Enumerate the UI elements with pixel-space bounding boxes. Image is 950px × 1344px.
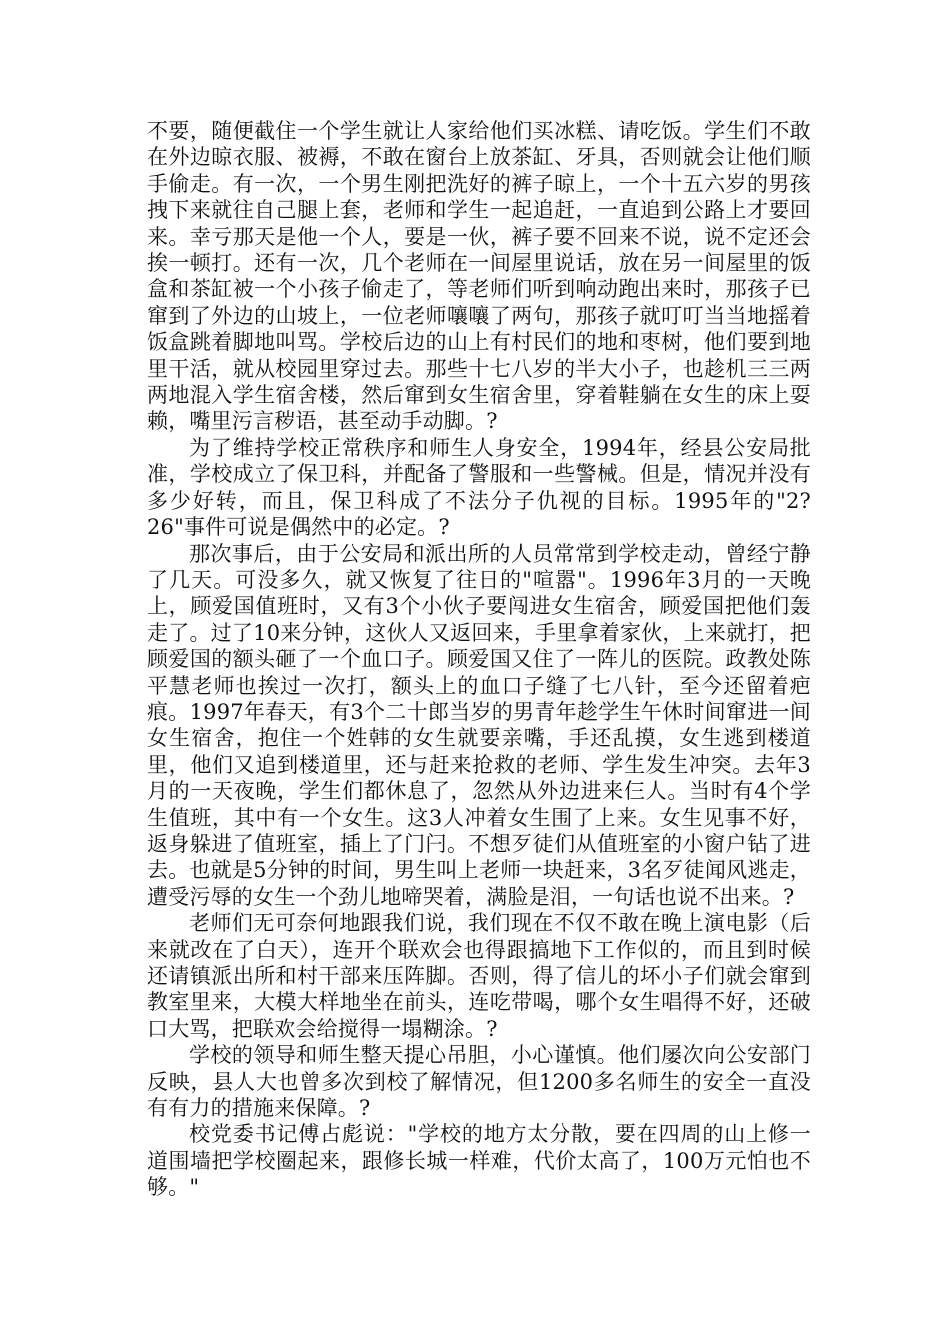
paragraph-3: 那次事后，由于公安局和派出所的人员常常到学校走动，曾经宁静了几天。可没多久，就又恢复了往日的"喧嚣"。1996年3月的一天晚上，顾爱国值班时，又有3个小伙子要闯进女生宿舍，顾爱国把他们轰走了。过了10来分钟，这伙人又返回来，手里拿着家伙，上来就打，把顾爱国的额头砸了一个血口子。顾爱国又住了一阵儿的医院。政教处陈平慧老师也挨过一次打，额头上的血口子缝了七八针，至今还留着疤痕。1997年春天，有3个二十郎当岁的男青年趁学生午休时间窜进一间女生宿舍，抱住一个姓韩的女生就要亲嘴，手还乱摸，女生逃到楼道里，他们又追到楼道里，还与赶来抢救的老师、学生发生冲突。去年3月的一天夜晚，学生们都休息了，忽然从外边进来仨人。当时有4个学生值班，其中有一个女生。这3人冲着女生围了上来。女生见事不好，返身躲进了值班室，插上了门闩。不想歹徒们从值班室的小窗户钻了进去。也就是5分钟的时间，男生叫上老师一块赶来，3名歹徒闻风逃走，遭受污辱的女生一个劲儿地啼哭着，满脸是泪，一句话也说不出来。? [147,541,811,909]
article-body [147,118,811,1201]
paragraph-4: 老师们无可奈何地跟我们说，我们现在不仅不敢在晚上演电影（后来就改在了白天），连开个联欢会也得跟搞地下工作似的，而且到时候还请镇派出所和村干部来压阵脚。否则，得了信儿的坏小子们就会窜到教室里来，大模大样地坐在前头，连吃带喝，哪个女生唱得不好，还破口大骂，把联欢会给搅得一塌糊涂。? [147,911,811,1041]
paragraph-5: 学校的领导和师生整天提心吊胆，小心谨慎。他们屡次向公安部门反映，县人大也曾多次到校了解情况，但1200多名师生的安全一直没有有力的措施来保障。? [147,1043,811,1121]
paragraph-1: 不要，随便截住一个学生就让人家给他们买冰糕、请吃饭。学生们不敢在外边晾衣服、被褥，不敢在窗台上放茶缸、牙具，否则就会让他们顺手偷走。有一次，一个男生刚把洗好的裤子晾上，一个十五六岁的男孩拽下来就往自己腿上套，老师和学生一起追赶，一直追到公路上才要回来。幸亏那天是他一个人，要是一伙，裤子要不回来不说，说不定还会挨一顿打。还有一次，几个老师在一间屋里说话，放在另一间屋里的饭盒和茶缸被一个小孩子偷走了，等老师们听到响动跑出来时，那孩子已窜到了外边的山坡上，一位老师嚷嚷了两句，那孩子就叮叮当当地摇着饭盒跳着脚地叫骂。学校后边的山上有村民们的地和枣树，他们要到地里干活，就从校园里穿过去。那些十七八岁的半大小子，也趁机三三两两地混入学生宿舍楼，然后窜到女生宿舍里，穿着鞋躺在女生的床上耍赖，嘴里污言秽语，甚至动手动脚。? [147,119,811,434]
paragraph-2: 为了维持学校正常秩序和师生人身安全，1994年，经县公安局批准，学校成立了保卫科，并配备了警服和一些警械。但是，情况并没有多少好转，而且，保卫科成了不法分子仇视的目标。1995年的"2?26"事件可说是偶然中的必定。? [147,435,811,540]
paragraph-6: 校党委书记傅占彪说："学校的地方太分散，要在四周的山上修一道围墙把学校圈起来，跟修长城一样难，代价太高了，100万元怕也不够。" [147,1122,811,1200]
